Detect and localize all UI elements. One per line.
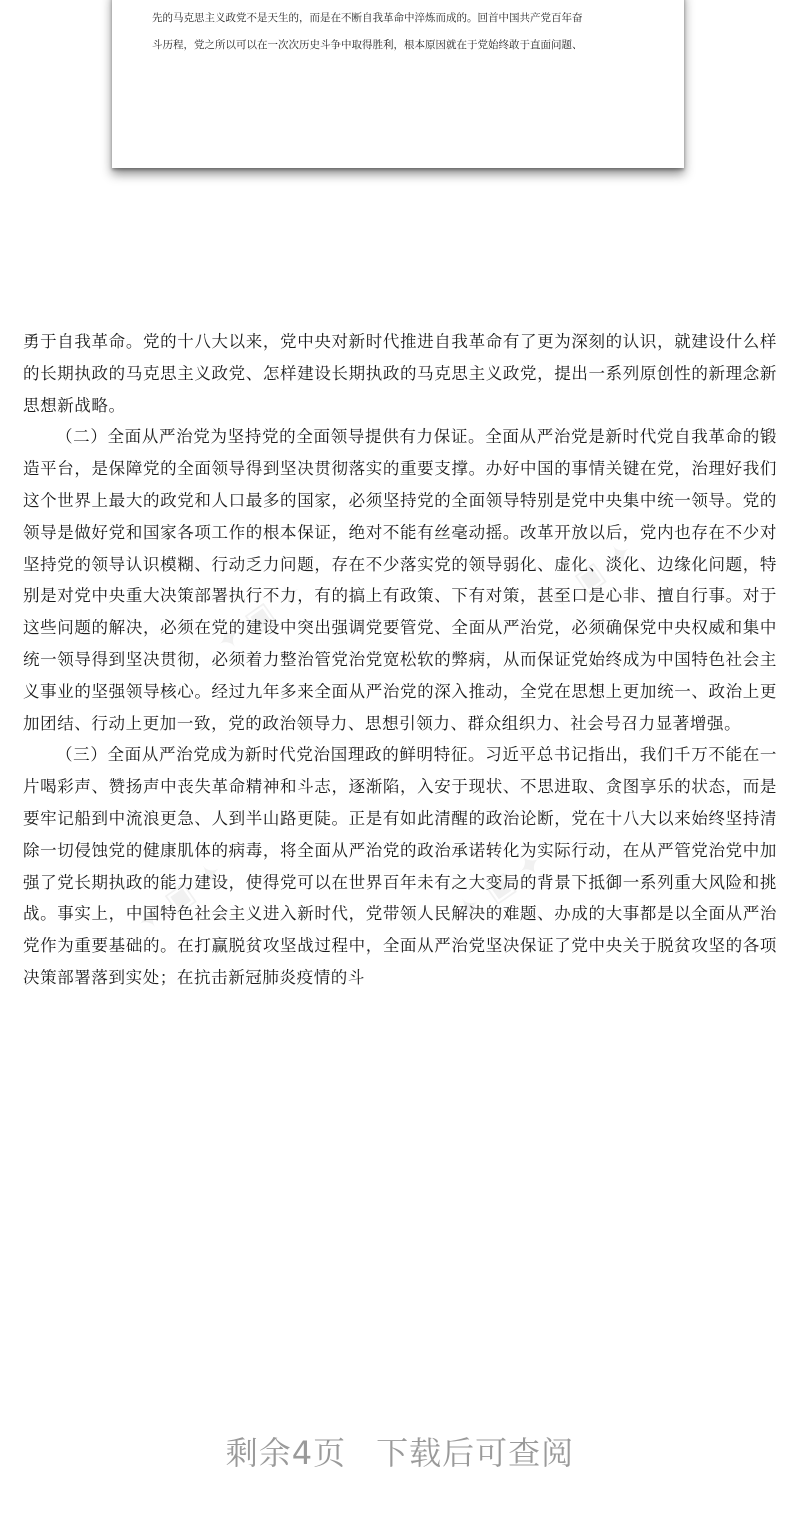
- preview-line-2: 斗历程，党之所以可以在一次次历史斗争中取得胜利，根本原因就在于党始终敢于直面问题、: [152, 39, 583, 51]
- paragraph-continuation: 勇于自我革命。党的十八大以来，党中央对新时代推进自我革命有了更为深刻的认识，就建设什么样的长期执政的马克思主义政党、怎样建设长期执政的马克思主义政党，提出一系列原创性的新理念新思想新战略。: [23, 332, 777, 415]
- paragraph-section-3: （三）全面从严治党成为新时代党治国理政的鲜明特征。习近平总书记指出，我们千万不能在一片喝彩声、赞扬声中丧失革命精神和斗志，逐渐陷，入安于现状、不思进取、贪图享乐的状态，而是要牢记船到中流浪更急、人到半山路更陡。正是有如此清醒的政治论断，党在十八大以来始终坚持清除一切侵蚀党的健康肌体的病毒，将全面从严治党的政治承诺转化为实际行动，在从严管党治党中加强了党长期执政的能力建设，使得党可以在世界百年未有之大变局的背景下抵御一系列重大风险和挑战。事实上，中国特色社会主义进入新时代，党带领人民解决的难题、办成的大事都是以全面从严治党作为重要基础的。在打赢脱贫攻坚战过程中，全面从严治党坚决保证了党中央关于脱贫攻坚的各项决策部署落到实处；在抗击新冠肺炎疫情的斗: [23, 745, 777, 987]
- watermark: ✦ ▣ ✦: [538, 534, 641, 621]
- download-to-view-label[interactable]: 下载后可查阅: [376, 1434, 575, 1472]
- preview-line-1: 先的马克思主义政党不是天生的，而是在不断自我革命中淬炼而成的。回首中国共产党百年奋: [152, 12, 583, 24]
- previous-page-preview: [112, 0, 684, 168]
- paragraph-section-2: （二）全面从严治党为坚持党的全面领导提供有力保证。全面从严治党是新时代党自我革命的锻造平台，是保障党的全面领导得到坚决贯彻落实的重要支撑。办好中国的事情关键在党，治理好我们这个世界上最大的政党和人口最多的国家，必须坚持党的全面领导特别是党中央集中统一领导。党的领导是做好党和国家各项工作的根本保证，绝对不能有丝毫动摇。改革开放以后，党内也存在不少对坚持党的领导认识模糊、行动乏力问题，存在不少落实党的领导弱化、虚化、淡化、边缘化问题，特别是对党中央重大决策部署执行不力，有的搞上有政策、下有对策，甚至口是心非、擅自行事。对于这些问题的解决，必须在党的建设中突出强调党要管党、全面从严治党，必须确保党中央权威和集中统一领导得到坚决贯彻，必须着力整治管党治党宽松软的弊病，从而保证党始终成为中国特色社会主义事业的坚强领导核心。经过九年多来全面从严治党的深入推动，全党在思想上更加统一、政治上更加团结、行动上更加一致，党的政治领导力、思想引领力、群众组织力、社会号召力显著增强。: [23, 427, 777, 733]
- watermark: ✦ ▣ ✦: [448, 844, 551, 931]
- remaining-pages-label[interactable]: 剩余4页: [225, 1434, 347, 1472]
- download-prompt[interactable]: [0, 1428, 800, 1474]
- document-body: [23, 326, 777, 994]
- watermark: ✦ ▣ ✦: [128, 854, 231, 941]
- watermark: ✦ ▣ ✦: [208, 574, 311, 661]
